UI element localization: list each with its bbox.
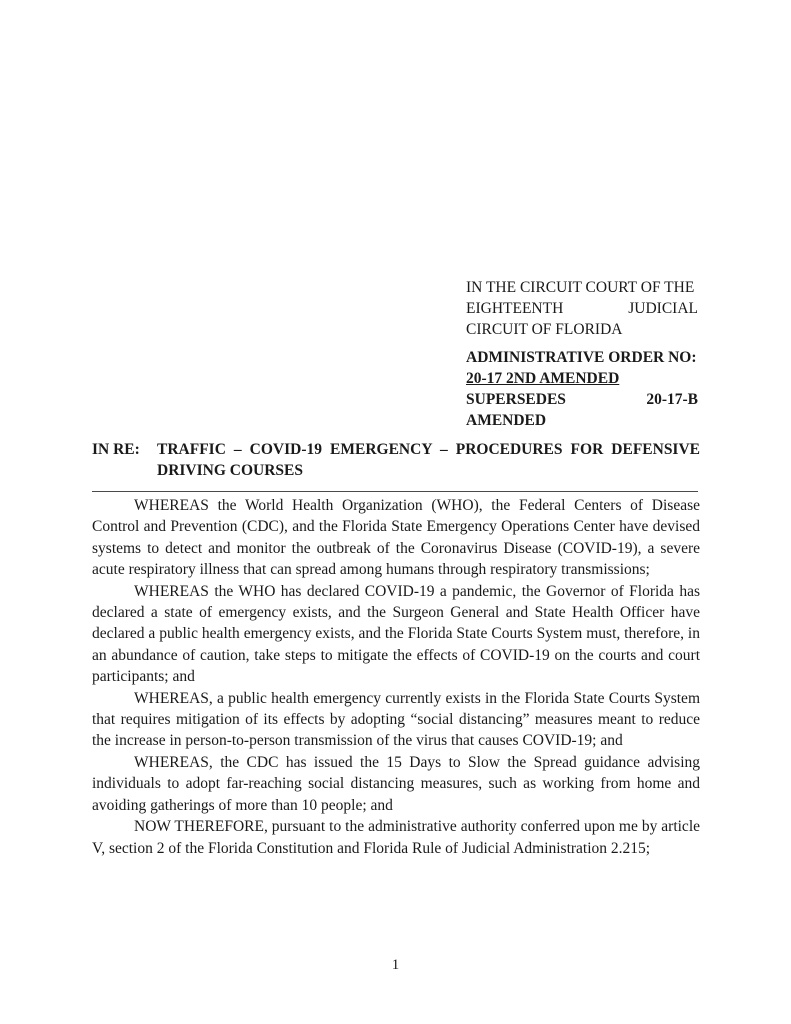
in-re-heading	[92, 439, 700, 481]
court-header-line-3: CIRCUIT OF FLORIDA	[466, 321, 623, 338]
body-paragraph: WHEREAS, a public health emergency currently exists in the Florida State Courts System that requires mitigation of its effects by adopting “social distancing” measures meant to reduce the increase in person-to-person transmission of the virus that causes COVID-19; and	[92, 689, 700, 750]
header-right-column	[466, 277, 698, 431]
order-body	[92, 495, 700, 859]
order-number-label: ADMINISTRATIVE ORDER NO:	[466, 349, 697, 366]
court-header-line-2	[466, 298, 698, 319]
court-header-line-2-left: EIGHTEENTH	[466, 300, 564, 317]
court-header-line-2-right: JUDICIAL	[628, 300, 698, 317]
body-paragraph: WHEREAS, the CDC has issued the 15 Days to Slow the Spread guidance advising individuals to adopt far-reaching social distancing measures, such as working from home and avoiding gatherings of more than 10 people; and	[92, 753, 700, 814]
order-number-value: 20-17 2ND AMENDED	[466, 370, 620, 387]
court-header-block	[466, 277, 698, 340]
superseded-order-number: 20-17-B	[646, 391, 698, 408]
body-paragraph: WHEREAS the WHO has declared COVID-19 a pandemic, the Governor of Florida has declared a state of emergency exists, and the Surgeon General and State Health Officer have declared a public health emergency exists, and the Florida State Courts System must, therefore, in an abundance of caution, take steps to mitigate the effects of COVID-19 on the courts and court participants; and	[92, 582, 700, 686]
body-paragraph: NOW THEREFORE, pursuant to the administrative authority conferred upon me by article V, section 2 of the Florida Constitution and Florida Rule of Judicial Administration 2.215;	[92, 818, 700, 857]
order-header-block	[466, 347, 698, 431]
court-header-line-1: IN THE CIRCUIT COURT OF THE	[466, 279, 695, 296]
in-re-label: IN RE:	[92, 441, 140, 458]
section-divider-rule	[92, 491, 698, 492]
order-supersedes-line	[466, 389, 698, 410]
page-number: 1	[391, 957, 400, 973]
body-paragraph: WHEREAS the World Health Organization (WHO), the Federal Centers of Disease Control and Prevention (CDC), and the Florida State Emergency Operations Center have devised systems to detect and monitor the outbreak of the Coronavirus Disease (COVID-19), a severe acute respiratory illness that can spread among humans through respiratory transmissions;	[92, 497, 700, 579]
order-amended-label: AMENDED	[466, 412, 547, 429]
supersedes-label: SUPERSEDES	[466, 391, 566, 408]
case-title: TRAFFIC – COVID-19 EMERGENCY – PROCEDURES FOR DEFENSIVE DRIVING COURSES	[157, 441, 700, 479]
